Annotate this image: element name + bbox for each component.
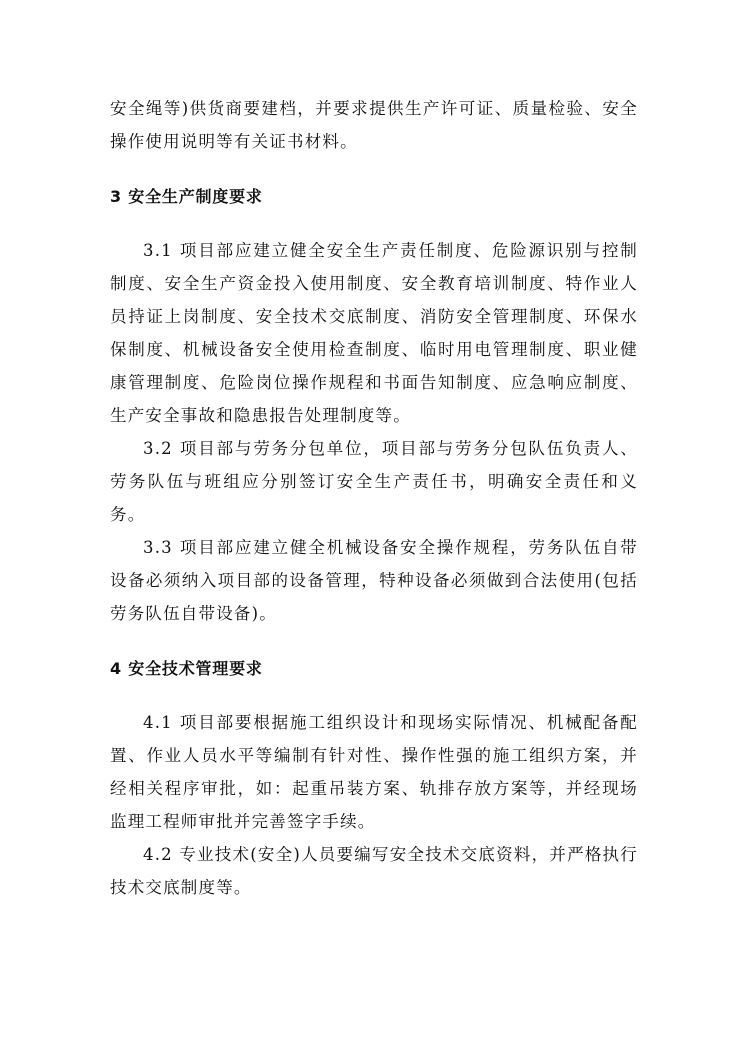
paragraph-4-2: 4.2 专业技术(安全)人员要编写安全技术交底资料，并严格执行技术交底制度等。 — [110, 845, 638, 897]
paragraph-3-1: 3.1 项目部应建立健全安全生产责任制度、危险源识别与控制制度、安全生产资金投入使用制度、安全教育培训制度、特作业人员持证上岗制度、安全技术交底制度、消防安全管理制度、环保水保制度、机械设备安全使用检查制度、临时用电管理制度、职业健康管理制度、危险岗位操作规程和书面告知制度、应急响应制度、生产安全事故和隐患报告处理制度等。 — [110, 241, 638, 425]
paragraph-3-3: 3.3 项目部应建立健全机械设备安全操作规程，劳务队伍自带设备必须纳入项目部的设备管理，特种设备必须做到合法使用(包括劳务队伍自带设备)。 — [110, 538, 638, 623]
intro-paragraph: 安全绳等)供货商要建档，并要求提供生产许可证、质量检验、安全操作使用说明等有关证书材料。 — [110, 99, 638, 151]
section-4-heading: 4 安全技术管理要求 — [110, 659, 263, 678]
section-3-heading: 3 安全生产制度要求 — [110, 187, 263, 206]
paragraph-3-2: 3.2 项目部与劳务分包单位，项目部与劳务分包队伍负责人、劳务队伍与班组应分别签订安全生产责任书，明确安全责任和义务。 — [110, 439, 638, 524]
paragraph-4-1: 4.1 项目部要根据施工组织设计和现场实际情况、机械配备配置、作业人员水平等编制有针对性、操作性强的施工组织方案，并经相关程序审批，如：起重吊装方案、轨排存放方案等，并经现场监理工程师审批并完善签字手续。 — [110, 713, 638, 831]
document-body — [110, 92, 638, 904]
